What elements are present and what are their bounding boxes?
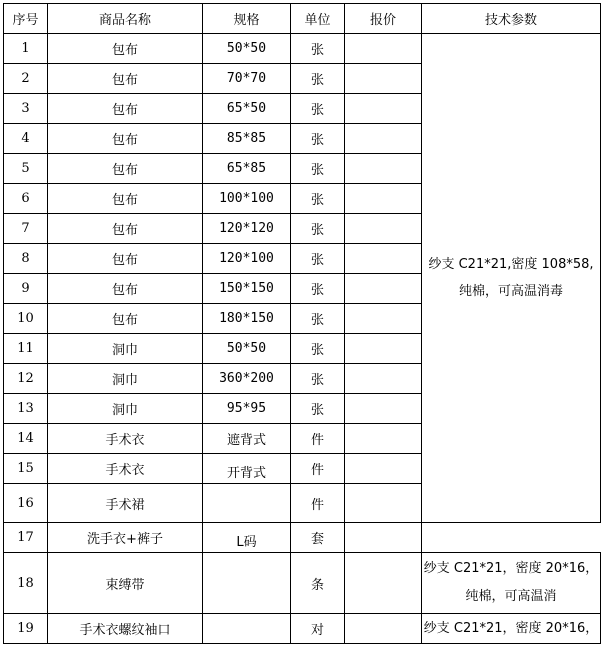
row-price[interactable] xyxy=(345,214,422,244)
header-row xyxy=(4,4,601,34)
row-spec: 150*150 xyxy=(203,274,291,304)
row-unit: 张 xyxy=(291,124,345,154)
row-spec xyxy=(203,484,291,523)
row-unit: 张 xyxy=(291,334,345,364)
param-cell-group-2 xyxy=(422,553,601,614)
row-name: 洞巾 xyxy=(48,364,203,394)
row-price[interactable] xyxy=(345,64,422,94)
row-name: 包布 xyxy=(48,274,203,304)
row-spec: 50*50 xyxy=(203,334,291,364)
row-name: 包布 xyxy=(48,64,203,94)
row-no: 19 xyxy=(4,614,48,644)
row-no: 13 xyxy=(4,394,48,424)
row-unit: 张 xyxy=(291,394,345,424)
row-spec-text: 开背式 xyxy=(226,466,266,481)
param-line: 纯棉，可高温消 xyxy=(465,589,557,604)
table-row xyxy=(4,553,601,614)
row-name: 洗手衣+裤子 xyxy=(48,523,203,553)
row-name: 包布 xyxy=(48,34,203,64)
row-name: 包布 xyxy=(48,124,203,154)
row-no: 11 xyxy=(4,334,48,364)
row-no: 7 xyxy=(4,214,48,244)
row-price[interactable] xyxy=(345,523,422,553)
row-no: 15 xyxy=(4,454,48,484)
row-unit: 件 xyxy=(291,424,345,454)
row-spec: 100*100 xyxy=(203,184,291,214)
row-name: 包布 xyxy=(48,244,203,274)
row-no: 17 xyxy=(4,523,48,553)
row-price[interactable] xyxy=(345,34,422,64)
row-name: 束缚带 xyxy=(48,553,203,614)
row-price[interactable] xyxy=(345,424,422,454)
param-cell-group-1 xyxy=(422,34,601,523)
row-no: 16 xyxy=(4,484,48,523)
table-row xyxy=(4,34,601,64)
row-spec: 180*150 xyxy=(203,304,291,334)
row-no: 1 xyxy=(4,34,48,64)
row-spec xyxy=(203,523,291,553)
row-unit: 条 xyxy=(291,553,345,614)
row-price[interactable] xyxy=(345,553,422,614)
header-spec: 规格 xyxy=(203,4,291,34)
row-name: 包布 xyxy=(48,154,203,184)
row-spec xyxy=(203,614,291,644)
param-line: 纯棉，可高温消毒 xyxy=(458,284,563,299)
row-spec: 95*95 xyxy=(203,394,291,424)
row-no: 18 xyxy=(4,553,48,614)
row-spec: 120*100 xyxy=(203,244,291,274)
row-price[interactable] xyxy=(345,364,422,394)
row-unit: 张 xyxy=(291,34,345,64)
row-unit: 张 xyxy=(291,244,345,274)
row-no: 10 xyxy=(4,304,48,334)
row-spec: 50*50 xyxy=(203,34,291,64)
row-name: 包布 xyxy=(48,184,203,214)
header-param: 技术参数 xyxy=(422,4,601,34)
row-unit: 张 xyxy=(291,64,345,94)
row-spec: 遮背式 xyxy=(203,424,291,454)
row-name: 包布 xyxy=(48,304,203,334)
row-name: 包布 xyxy=(48,214,203,244)
row-spec xyxy=(203,553,291,614)
row-name: 手术衣螺纹袖口 xyxy=(48,614,203,644)
row-price[interactable] xyxy=(345,184,422,214)
row-no: 4 xyxy=(4,124,48,154)
table-row xyxy=(4,523,601,553)
header-price: 报价 xyxy=(345,4,422,34)
row-price[interactable] xyxy=(345,154,422,184)
row-unit: 件 xyxy=(291,454,345,484)
row-spec: 65*85 xyxy=(203,154,291,184)
row-price[interactable] xyxy=(345,94,422,124)
row-price[interactable] xyxy=(345,394,422,424)
row-spec: 70*70 xyxy=(203,64,291,94)
row-spec xyxy=(203,454,291,484)
row-name: 手术衣 xyxy=(48,424,203,454)
row-unit: 张 xyxy=(291,364,345,394)
row-no: 5 xyxy=(4,154,48,184)
row-price[interactable] xyxy=(345,334,422,364)
product-quote-table xyxy=(3,3,601,644)
row-unit: 张 xyxy=(291,154,345,184)
row-price[interactable] xyxy=(345,124,422,154)
param-line: 纱支 C21*21，密度 20*16， xyxy=(423,620,599,636)
row-no: 9 xyxy=(4,274,48,304)
row-name: 手术衣 xyxy=(48,454,203,484)
param-line: 纱支 C21*21,密度 108*58, xyxy=(428,257,594,272)
row-name: 洞巾 xyxy=(48,394,203,424)
row-spec: 85*85 xyxy=(203,124,291,154)
row-unit: 张 xyxy=(291,274,345,304)
row-spec-text: L码 xyxy=(236,535,257,550)
header-no: 序号 xyxy=(4,4,48,34)
row-price[interactable] xyxy=(345,614,422,644)
row-no: 6 xyxy=(4,184,48,214)
row-name: 洞巾 xyxy=(48,334,203,364)
param-cell-group-3 xyxy=(422,614,601,644)
row-price[interactable] xyxy=(345,484,422,523)
header-unit: 单位 xyxy=(291,4,345,34)
row-price[interactable] xyxy=(345,244,422,274)
row-price[interactable] xyxy=(345,454,422,484)
row-unit: 张 xyxy=(291,304,345,334)
row-no: 14 xyxy=(4,424,48,454)
row-unit: 套 xyxy=(291,523,345,553)
header-name: 商品名称 xyxy=(48,4,203,34)
row-price[interactable] xyxy=(345,304,422,334)
row-unit: 张 xyxy=(291,184,345,214)
param-line: 纱支 C21*21，密度 20*16， xyxy=(423,561,599,576)
table-row xyxy=(4,614,601,644)
row-no: 8 xyxy=(4,244,48,274)
row-name: 包布 xyxy=(48,94,203,124)
row-spec: 360*200 xyxy=(203,364,291,394)
row-unit: 件 xyxy=(291,484,345,523)
row-unit: 张 xyxy=(291,214,345,244)
row-price[interactable] xyxy=(345,274,422,304)
row-no: 2 xyxy=(4,64,48,94)
row-spec: 65*50 xyxy=(203,94,291,124)
row-name: 手术裙 xyxy=(48,484,203,523)
row-unit: 对 xyxy=(291,614,345,644)
row-no: 12 xyxy=(4,364,48,394)
row-no: 3 xyxy=(4,94,48,124)
row-unit: 张 xyxy=(291,94,345,124)
row-spec: 120*120 xyxy=(203,214,291,244)
